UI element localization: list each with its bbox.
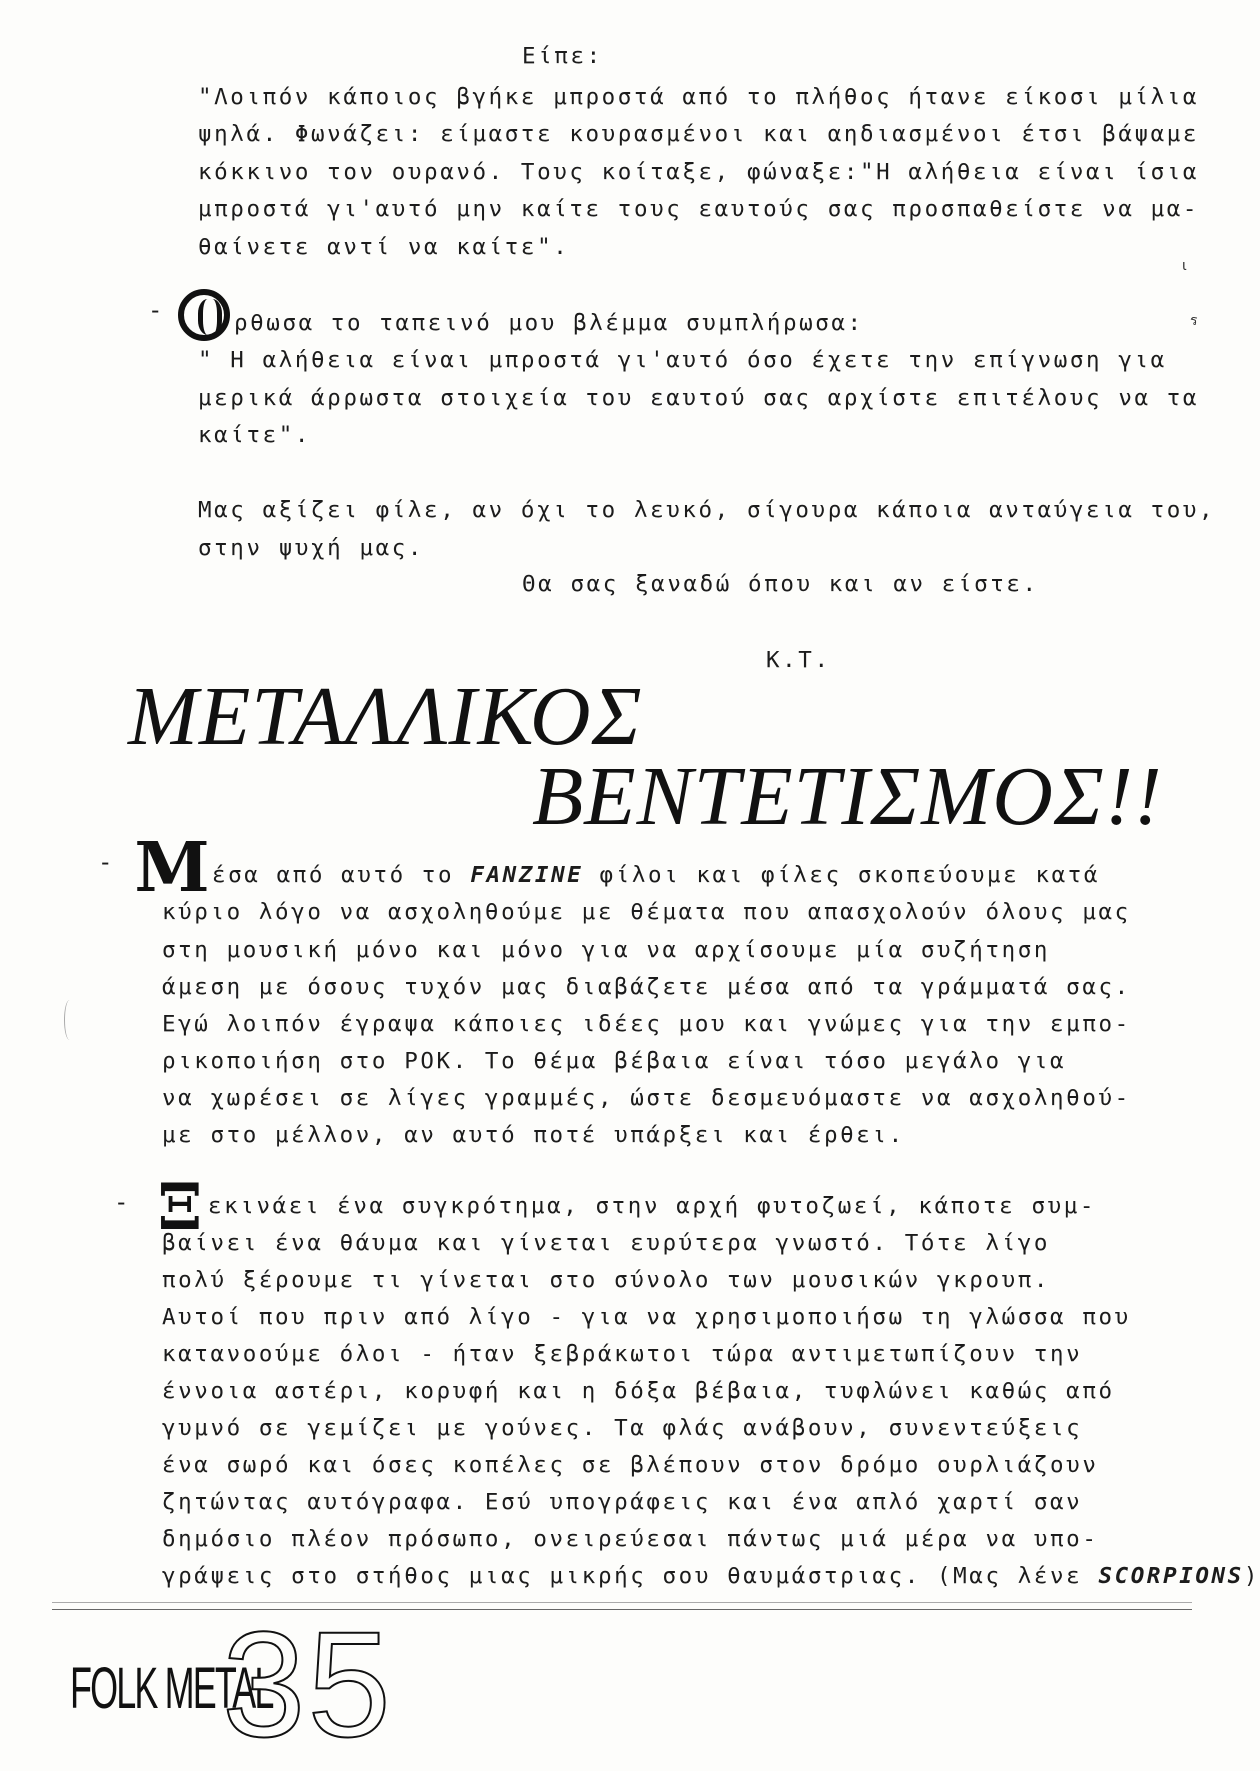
paragraph-line: καίτε". — [198, 422, 312, 448]
margin-mark: ร — [1190, 313, 1198, 329]
paragraph-line: με στο μέλλον, αν αυτό ποτέ υπάρξει και έρθει. — [162, 1122, 905, 1148]
paragraph-line: ένα σωρό και όσες κοπέλες σε βλέπουν στον δρόμο ουρλιάζουν — [162, 1452, 1099, 1478]
paragraph-dash: - — [114, 1188, 129, 1216]
speaker-label: Είπε: — [522, 43, 603, 69]
paragraph-dash: - — [148, 296, 163, 324]
scan-artifact — [64, 1000, 75, 1040]
page-number: 35 — [222, 1600, 393, 1768]
paragraph-line: ρικοποιήση στο ΡΟΚ. Το θέμα βέβαια είναι τόσο μεγάλο για — [162, 1048, 1067, 1074]
dropcap-xi: Ξ — [157, 1170, 203, 1245]
paragraph-line: πολύ ξέρουμε τι γίνεται στο σύνολο των μουσικών γκρουπ. — [162, 1267, 1051, 1293]
quote-line: μπροστά γι'αυτό μην καίτε τους εαυτούς σας προσπαθείστε να μα- — [198, 196, 1200, 222]
margin-mark: ι — [1182, 258, 1187, 274]
paragraph-line: γυμνό σε γεμίζει με γούνες. Τα φλάς ανάβουν, συνεντεύξεις — [162, 1415, 1083, 1441]
author-initials: Κ.Τ. — [766, 647, 831, 673]
quote-line: κόκκινο τον ουρανό. Τους κοίταξε, φώναξε:"Η αλήθεια είναι ίσια — [198, 159, 1200, 185]
paragraph-line: κατανοούμε όλοι - ήταν ξεβράκωτοι τώρα αντιμετωπίζουν την — [162, 1341, 1083, 1367]
quote-line: θαίνετε αντί να καίτε". — [198, 234, 570, 260]
signoff: Θα σας ξαναδώ όπου και αν είστε. — [522, 571, 1039, 597]
paragraph-line: να χωρέσει σε λίγες γραμμές, ώστε δεσμευόμαστε να ασχοληθού- — [162, 1085, 1131, 1111]
paragraph-line: εκινάει ένα συγκρότημα, στην αρχή φυτοζωεί, κάποτε συμ- — [208, 1193, 1097, 1219]
paragraph-line: άμεση με όσους τυχόν μας διαβάζετε μέσα από τα γράμματά σας. — [162, 974, 1131, 1000]
paragraph-line: ζητώντας αυτόγραφα. Εσύ υπογράφεις και ένα απλό χαρτί σαν — [162, 1489, 1083, 1515]
paragraph-line: έννοια αστέρι, κορυφή και η δόξα βέβαια, τυφλώνει καθώς από — [162, 1378, 1115, 1404]
paragraph-line: στη μουσική μόνο και μόνο για να αρχίσουμε μία συζήτηση — [162, 937, 1051, 963]
paragraph-line: βαίνει ένα θάυμα και γίνεται ευρύτερα γνωστό. Τότε λίγο — [162, 1230, 1051, 1256]
paragraph-line: δημόσιο πλέον πρόσωπο, ονειρεύεσαι πάντως μιά μέρα να υπο- — [162, 1526, 1099, 1552]
paragraph-dash: - — [98, 848, 113, 876]
paragraph-line: μερικά άρρωστα στοιχεία του εαυτού σας αρχίστε επιτέλους να τα — [198, 385, 1200, 411]
paragraph-line: έσα από αυτό το FANZINE φίλοι και φίλες σκοπεύουμε κατά — [212, 862, 1101, 888]
quote-line: "Λοιπόν κάποιος βγήκε μπροστά από το πλήθος ήτανε είκοσι μίλια — [198, 84, 1200, 110]
paragraph-line: Εγώ λοιπόν έγραψα κάποιες ιδέες μου και γνώμες για την εμπο- — [162, 1011, 1131, 1037]
paragraph-line: κύριο λόγο να ασχοληθούμε με θέματα που απασχολούν όλους μας — [162, 899, 1131, 925]
closing-line: στην ψυχή μας. — [198, 535, 425, 561]
quote-line: ψηλά. Φωνάζει: είμαστε κουρασμένοι και αηδιασμένοι έτσι βάψαμε — [198, 121, 1200, 147]
footer-label: FOLK METAL — [70, 1656, 273, 1721]
paragraph-line: ρθωσα το ταπεινό μου βλέμμα συμπλήρωσα: — [234, 310, 864, 336]
dropcap-m: Μ — [134, 828, 206, 908]
closing-line: Μας αξίζει φίλε, αν όχι το λευκό, σίγουρα κάποια ανταύγεια του, — [198, 497, 1216, 523]
paragraph-line: γράψεις στο στήθος μιας μικρής σου θαυμάστριας. (Μας λένε SCORPIONS) — [162, 1563, 1260, 1589]
headline-line-2: ΒΕΝΤΕΤΙΣΜΟΣ!! — [532, 750, 1163, 843]
headline-line-1: ΜΕΤΑΛΛΙΚΟΣ — [128, 670, 643, 763]
dropcap-o — [178, 289, 230, 341]
paragraph-line: Αυτοί που πριν από λίγο - για να χρησιμοποιήσω τη γλώσσα που — [162, 1304, 1131, 1330]
paragraph-line: " Η αλήθεια είναι μπροστά γι'αυτό όσο έχετε την επίγνωση για — [198, 347, 1167, 373]
